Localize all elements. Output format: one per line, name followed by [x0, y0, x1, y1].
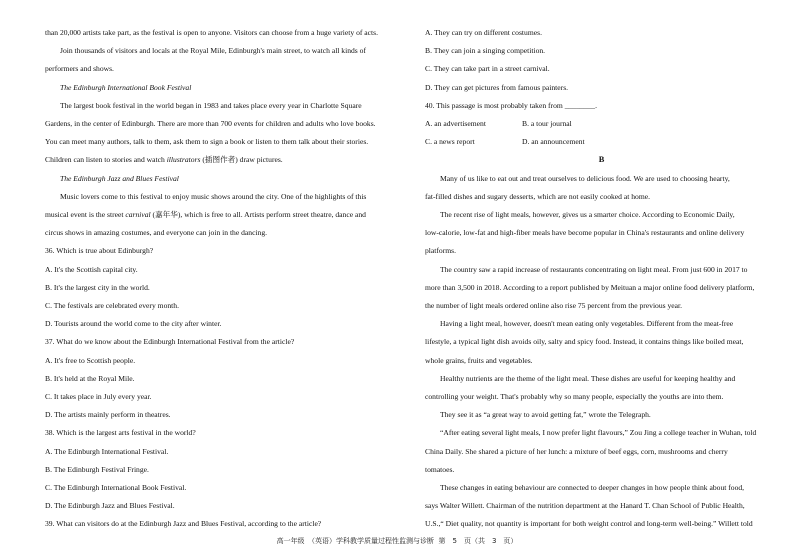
text-line: A. It's the Scottish capital city.	[45, 264, 138, 274]
text-line: platforms.	[425, 246, 457, 256]
option-line: B. They can join a singing competition.	[425, 46, 546, 56]
text-line: U.S.,“ Diet quality, not quantity is important for both weight control and long-term well-being.” Willett told	[425, 519, 753, 529]
text-line: The largest book festival in the world began in 1983 and takes place every year in Charlotte Square	[60, 100, 362, 110]
text-line: The Edinburgh International Book Festival	[60, 82, 192, 92]
q39-options-and-q40	[425, 24, 778, 115]
option-item: D. an announcement	[522, 137, 585, 147]
text-line: “After eating several light meals, I now prefer light flavours,” Zou Jing a college teacher in Wuhan, told	[440, 428, 757, 438]
text-line: A. It's free to Scottish people.	[45, 355, 136, 365]
text-line: The Edinburgh Jazz and Blues Festival	[60, 173, 179, 183]
text-line: fat-filled dishes and sugary desserts, which are not easily cooked at home.	[425, 191, 651, 201]
option-line: C. They can take part in a street carnival.	[425, 64, 550, 74]
option-line: A. They can try on different costumes.	[425, 28, 542, 37]
text-line: A. The Edinburgh International Festival.	[45, 446, 169, 456]
text-line: tomatoes.	[425, 464, 455, 474]
text-line: more than 3,500 in 2018. According to a report published by Meituan a major online food delivery platform,	[425, 282, 755, 292]
text-line: Gardens, in the center of Edinburgh. There are more than 700 events for children and adults who love books.	[45, 119, 376, 129]
text-line: Having a light meal, however, doesn't mean eating only vegetables. Different from the meat-free	[440, 319, 734, 329]
text-line: Music lovers come to this festival to enjoy music shows around the city. One of the highlights of this	[60, 191, 367, 201]
text-line: B. The Edinburgh Festival Fringe.	[45, 464, 149, 474]
text-line: The country saw a rapid increase of restaurants concentrating on light meal. From just 600 in 2017 to	[440, 264, 748, 274]
text-line: D. Tourists around the world come to the city after winter.	[45, 319, 222, 329]
text-line: Join thousands of visitors and locals at the Royal Mile, Edinburgh's main street, to watch all kinds of	[60, 46, 366, 56]
text-line: 39. What can visitors do at the Edinburgh Jazz and Blues Festival, according to the article?	[45, 519, 322, 529]
text-line: C. The festivals are celebrated every month.	[45, 301, 179, 311]
text-line: China Daily. She shared a picture of her lunch: a mixture of beef eggs, corn, mushrooms and cherry	[425, 446, 728, 456]
text-line: whole grains, fruits and vegetables.	[425, 355, 533, 365]
text-line: C. It takes place in July every year.	[45, 392, 152, 402]
text-line: than 20,000 artists take part, as the festival is open to anyone. Visitors can choose from a huge variety of acts.	[45, 28, 379, 37]
left-column	[45, 24, 394, 534]
text-line: musical event is the street carnival (嘉年华), which is free to all. Artists perform street theatre, dance and	[45, 210, 366, 220]
text-line: 38. Which is the largest arts festival in the world?	[45, 428, 196, 438]
text-line: D. The Edinburgh Jazz and Blues Festival.	[45, 501, 175, 511]
text-line: Children can listen to stories and watch illustrators (插图作者) draw pictures.	[45, 155, 283, 165]
text-line: lifestyle, a typical light dish avoids oily, salty and spicy food. Instead, it contains things like boiled meat,	[425, 337, 744, 347]
text-line: B. It's the largest city in the world.	[45, 282, 150, 292]
text-line: low-calorie, low-fat and high-fiber meals have become popular in China's restaurants and online delivery	[425, 228, 745, 238]
text-line: circus shows in amazing costumes, and everyone can join in the dancing.	[45, 228, 268, 238]
text-line: controlling your weight. That's probably why so many people, especially the youths are into them.	[425, 392, 724, 402]
text-line: the number of light meals ordered online also rise 75 percent from the previous year.	[425, 301, 683, 311]
text-line: says Walter Willett. Chairman of the nutrition department at the Hanard T. Chan School of Public Health,	[425, 501, 745, 511]
text-line: 36. Which is true about Edinburgh?	[45, 246, 154, 256]
option-row	[425, 133, 778, 151]
passage-b	[425, 170, 778, 534]
option-item: B. a tour journal	[522, 119, 572, 129]
text-line: performers and shows.	[45, 64, 114, 74]
text-line: The recent rise of light meals, however, gives us a smarter choice. According to Economic Daily,	[440, 210, 735, 220]
option-item: A. an advertisement	[425, 119, 486, 129]
option-row	[425, 115, 778, 133]
text-line: D. The artists mainly perform in theatres.	[45, 410, 171, 420]
text-line: They see it as “a great way to avoid getting fat,” wrote the Telegraph.	[440, 410, 651, 420]
section-b-title: B	[598, 155, 605, 165]
text-line: Many of us like to eat out and treat ourselves to delicious food. We are used to choosing hearty,	[440, 173, 730, 183]
option-line: D. They can get pictures from famous painters.	[425, 82, 569, 92]
page-footer: 高一年级 （英语）学科教学质量过程性监测与诊断 第 5 页（共 3 页）	[276, 537, 518, 545]
option-line: 40. This passage is most probably taken from ________.	[425, 100, 597, 110]
q40-options	[425, 115, 778, 151]
text-line: B. It's held at the Royal Mile.	[45, 373, 135, 383]
text-line: 37. What do we know about the Edinburgh International Festival from the article?	[45, 337, 295, 347]
option-item: C. a news report	[425, 137, 475, 147]
text-line: You can meet many authors, talk to them, ask them to sign a book or listen to them talk about their stories.	[45, 137, 369, 147]
text-line: Healthy nutrients are the theme of the light meal. These dishes are useful for keeping healthy and	[440, 373, 736, 383]
text-line: C. The Edinburgh International Book Festival.	[45, 483, 187, 493]
text-line: These changes in eating behaviour are connected to deeper changes in how people think about food,	[440, 483, 745, 493]
right-column	[425, 24, 778, 534]
